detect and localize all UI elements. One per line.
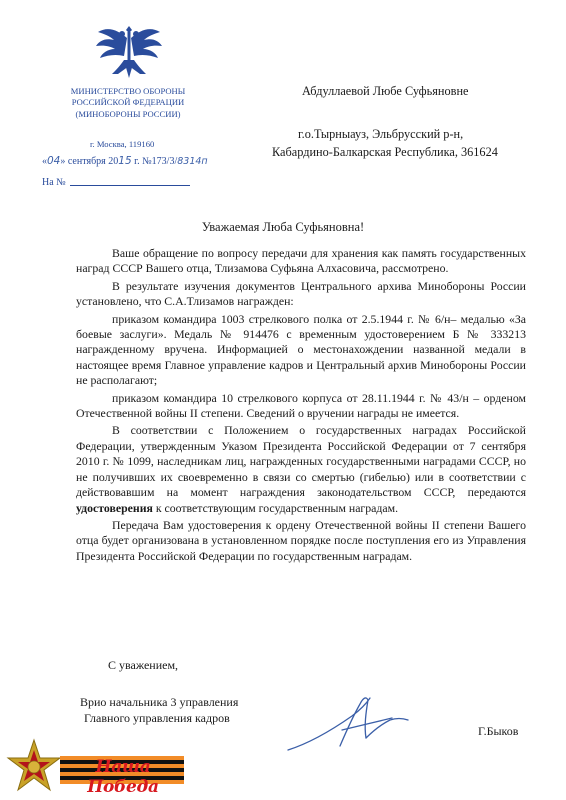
- date-year-unit: г.: [134, 156, 140, 167]
- reference-label: На №: [42, 177, 66, 188]
- number-label: №: [142, 156, 152, 167]
- order-star-icon: [4, 738, 64, 798]
- reference-number-line: [42, 177, 190, 188]
- addressee-name: Абдуллаевой Любе Суфьяновне: [302, 84, 469, 98]
- watermark-text: Наша Победа: [87, 757, 159, 797]
- paragraph-4: приказом командира 10 стрелкового корпуса от 28.11.1944 г. № 43/н – орденом Отечественной войны II степени. Сведений о вручении награды не имеется.: [76, 390, 526, 421]
- greeting: Уважаемая Люба Суфьяновна!: [201, 220, 365, 234]
- ministry-name: [60, 86, 196, 120]
- date-year-prefix: 20: [108, 156, 119, 167]
- date-month: сентября: [67, 156, 106, 167]
- document-date-number: [42, 155, 208, 167]
- paragraph-5-end: к соответствующим государственным наградам.: [155, 500, 399, 515]
- paragraph-6: Передача Вам удостоверения к ордену Отечественной войны II степени Вашего отца будет организована в установленном порядке после поступления его из Управления Президента Российской Федерации по государственным наградам.: [76, 517, 526, 563]
- ministry-city: г. Москва, 119160: [90, 139, 155, 149]
- paragraph-1: Ваше обращение по вопросу передачи для хранения как память государственных наград СССР Вашего отца, Тлизамова Суфьяна Алхасовича, рассмотрено.: [76, 246, 526, 276]
- closing: С уважением,: [108, 658, 179, 672]
- ministry-name-line3: (МИНОБОРОНЫ РОССИИ): [75, 108, 181, 119]
- paragraph-2: В результате изучения документов Центрального архива Минобороны России установлено, что С.А.Тлизамов награжден:: [76, 278, 526, 309]
- paragraph-5-text: В соответствии с Положением о государственных наградах Российской Федерации, утвержденным Указом Президента Российской Федерации от 7 сентября 2010 г. № 1099, наследникам лиц, награжденных государственными наградами СССР, но не получивших их своевременно в связи со смертью (гибелью) или в соответствии с действовавшим на момент награждения законодательством СССР, передаются: [76, 423, 526, 500]
- signatory-name: Г.Быков: [478, 724, 519, 738]
- date-day: 04: [47, 155, 61, 167]
- ministry-name-line2: РОССИЙСКОЙ ФЕДЕРАЦИИ: [71, 97, 185, 108]
- date-close-quote: »: [60, 156, 66, 167]
- handwritten-signature: [280, 688, 420, 758]
- paragraph-5: [76, 423, 526, 515]
- double-headed-eagle-emblem-icon: [94, 20, 164, 82]
- signatory-role-line2: Главного управления кадров: [84, 711, 230, 725]
- paragraph-3: приказом командира 1003 стрелкового полка от 2.5.1944 г. № 6/н– медалью «За боевые заслуги». Медаль № 914476 с временным удостоверением Б № 333213 награжденному вручена. Информацией о местонахождении названной медали в настоящее время Главное управление кадров и Центральный архив Минобороны России не располагают;: [76, 311, 526, 388]
- ministry-name-line1: МИНИСТЕРСТВО ОБОРОНЫ: [70, 86, 186, 96]
- signatory-role-line1: Врио начальника 3 управления: [80, 695, 239, 709]
- addressee-city: г.о.Тырныауз, Эльбрусский р-н,: [298, 127, 464, 141]
- date-open-quote: «: [42, 156, 47, 167]
- paragraph-5-bold: удостоверения: [76, 500, 153, 515]
- number-printed: 173/3/: [151, 156, 178, 167]
- reference-blank-rule: [70, 185, 190, 186]
- number-handwritten: 8314п: [177, 156, 208, 167]
- letter-body: [76, 246, 526, 566]
- date-year-suffix: 15: [118, 155, 132, 167]
- addressee-region: Кабардино-Балкарская Республика, 361624: [272, 145, 498, 159]
